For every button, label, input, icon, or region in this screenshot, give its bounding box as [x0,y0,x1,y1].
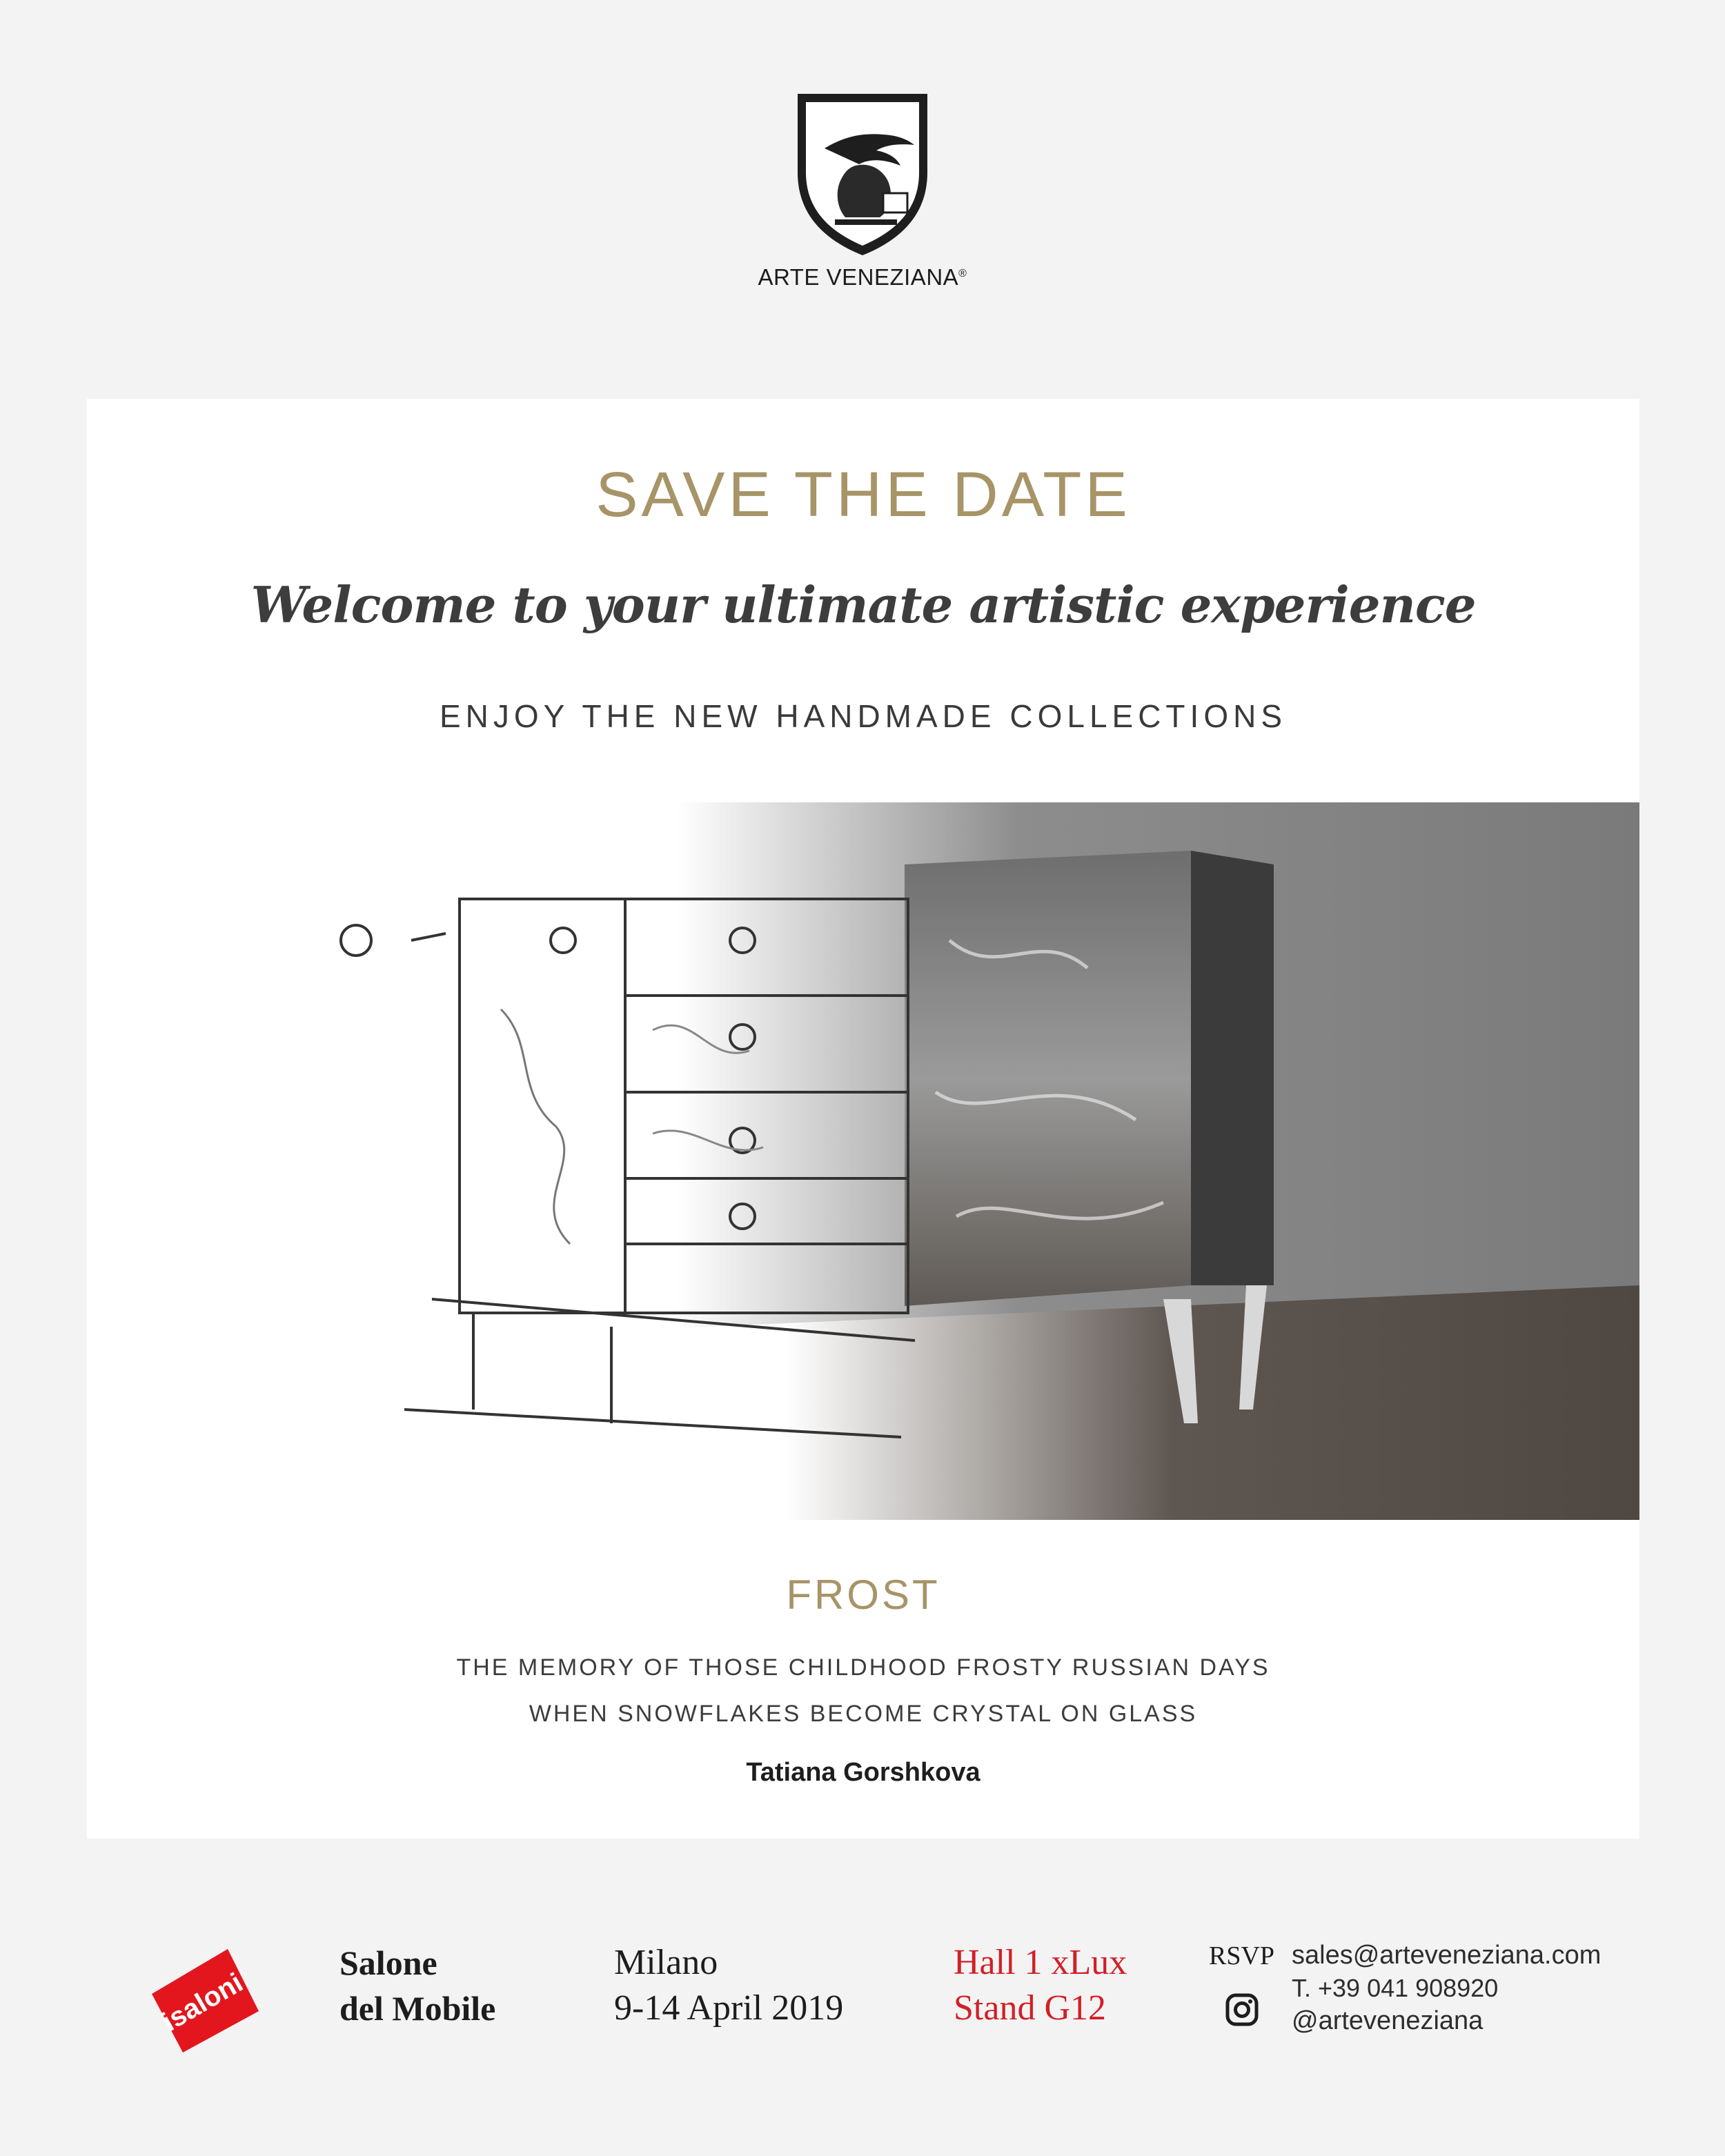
event-stand: Stand G12 [954,1988,1106,2028]
collection-tagline-line1: THE MEMORY OF THOSE CHILDHOOD FROSTY RUSSIAN DAYS [456,1654,1270,1681]
registered-mark: ® [958,268,967,279]
event-dates: 9-14 April 2019 [614,1988,844,2028]
save-the-date-heading: SAVE THE DATE [595,459,1131,530]
event-city: Milano [614,1943,718,1982]
designer-name: Tatiana Gorshkova [746,1758,980,1787]
rsvp-phone: T. +39 041 908920 [1292,1974,1499,2002]
event-name-line1: Salone [339,1944,437,1982]
isaloni-logo-text: isaloni [157,1967,248,2038]
instagram-handle-link[interactable]: @arteveneziana [1292,2006,1483,2035]
rsvp-email-link[interactable]: sales@arteveneziana.com [1292,1941,1601,1970]
isaloni-logo [145,1946,262,2056]
welcome-subheading: Welcome to your ultimate artistic experience [250,575,1476,634]
brand-crest-logo [793,90,931,259]
collection-name: FROST [786,1572,940,1618]
rsvp-label: RSVP [1209,1941,1275,1970]
instagram-icon[interactable] [1225,1992,1259,2027]
event-hall: Hall 1 xLux [954,1943,1127,1982]
event-name-line2: del Mobile [339,1989,496,2028]
event-stand-info [954,1940,1127,2031]
brand-name: ARTE VENEZIANA® [758,264,967,290]
product-image-sideboard [87,802,1639,1520]
collections-line: ENJOY THE NEW HANDMADE COLLECTIONS [439,698,1287,734]
event-name [339,1940,495,2031]
event-location [614,1940,843,2031]
collection-tagline-line2: WHEN SNOWFLAKES BECOME CRYSTAL ON GLASS [529,1701,1198,1727]
